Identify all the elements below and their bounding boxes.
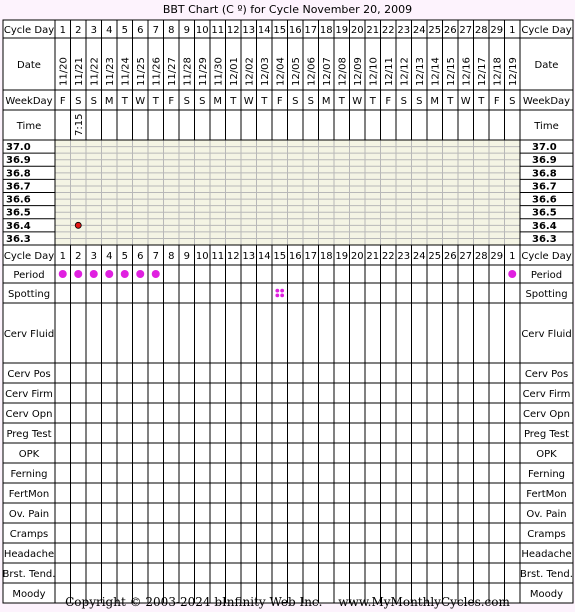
cycle-day-number: 8 bbox=[168, 251, 175, 262]
row-label-opk: OPK bbox=[18, 449, 40, 460]
cycle-day-number: 23 bbox=[397, 25, 411, 36]
cycle-day-number: 26 bbox=[443, 251, 457, 262]
cycle-day-number: 23 bbox=[397, 251, 411, 262]
weekday-letter: T bbox=[230, 96, 237, 107]
cycle-day-number: 14 bbox=[257, 25, 271, 36]
cycle-day-number: 15 bbox=[273, 25, 287, 36]
time-label: 7:15 bbox=[73, 113, 85, 136]
weekday-letter: W bbox=[135, 96, 146, 107]
date-label: 12/17 bbox=[476, 57, 488, 86]
temp-tick-label: 36.6 bbox=[532, 194, 557, 206]
row-label-spotting: Spotting bbox=[525, 289, 568, 300]
weekday-letter: T bbox=[478, 96, 485, 107]
cycle-day-number: 29 bbox=[490, 25, 504, 36]
date-label: 11/20 bbox=[58, 57, 70, 86]
row-label-time: Time bbox=[534, 121, 559, 132]
row-label-ferning: Ferning bbox=[527, 469, 566, 480]
cycle-day-number: 10 bbox=[195, 25, 209, 36]
weekday-letter: T bbox=[338, 96, 345, 107]
date-label: 12/09 bbox=[352, 57, 364, 86]
weekday-letter: T bbox=[369, 96, 376, 107]
cycle-day-number: 2 bbox=[75, 251, 82, 262]
weekday-letter: S bbox=[183, 96, 190, 107]
temp-tick-label: 36.9 bbox=[532, 155, 557, 167]
temp-tick-label: 36.7 bbox=[6, 181, 31, 193]
spotting-marker bbox=[275, 289, 279, 293]
weekday-letter: T bbox=[261, 96, 268, 107]
cycle-day-number: 24 bbox=[412, 251, 426, 262]
row-label-cerv-fluid: Cerv Fluid bbox=[521, 329, 572, 340]
row-label-preg-test: Preg Test bbox=[6, 429, 52, 440]
cycle-day-number: 5 bbox=[121, 251, 128, 262]
date-label: 12/16 bbox=[461, 57, 473, 86]
cycle-day-number: 17 bbox=[304, 25, 318, 36]
row-label-cerv-fluid: Cerv Fluid bbox=[3, 329, 55, 340]
weekday-letter: M bbox=[321, 96, 331, 107]
cycle-day-number: 12 bbox=[226, 25, 240, 36]
cycle-day-number: 19 bbox=[335, 251, 349, 262]
weekday-letter: F bbox=[385, 96, 392, 107]
temp-tick-label: 36.7 bbox=[532, 181, 557, 193]
cycle-day-number: 11 bbox=[211, 251, 225, 262]
temp-tick-label: 36.4 bbox=[532, 220, 557, 232]
row-label-opk: OPK bbox=[536, 449, 557, 460]
date-label: 12/04 bbox=[275, 57, 287, 86]
row-label-brst-tend: Brst. Tend. bbox=[520, 569, 573, 580]
period-marker bbox=[121, 270, 129, 278]
row-label-cerv-pos: Cerv Pos bbox=[7, 369, 51, 380]
row-label-cerv-opn: Cerv Opn bbox=[5, 409, 53, 420]
date-label: 11/29 bbox=[197, 57, 209, 86]
row-label-cycle-day: Cycle Day bbox=[521, 25, 572, 36]
date-label: 11/30 bbox=[213, 57, 225, 86]
cycle-day-number: 22 bbox=[381, 25, 395, 36]
date-label: 12/10 bbox=[368, 57, 380, 86]
period-marker bbox=[508, 270, 516, 278]
temp-tick-label: 36.5 bbox=[6, 207, 31, 219]
date-label: 12/05 bbox=[290, 57, 302, 86]
date-label: 11/27 bbox=[166, 57, 178, 86]
date-label: 12/19 bbox=[507, 57, 519, 86]
row-label-moody: Moody bbox=[529, 589, 564, 600]
date-label: 12/01 bbox=[228, 57, 240, 86]
weekday-letter: S bbox=[75, 96, 82, 107]
date-label: 12/15 bbox=[445, 57, 457, 86]
period-marker bbox=[90, 270, 98, 278]
weekday-letter: S bbox=[307, 96, 314, 107]
row-label-period: Period bbox=[530, 270, 563, 281]
footer bbox=[0, 595, 575, 609]
cycle-day-number: 3 bbox=[90, 251, 97, 262]
row-label-period: Period bbox=[13, 270, 45, 281]
cycle-day-number: 25 bbox=[428, 25, 442, 36]
date-label: 12/08 bbox=[337, 57, 349, 86]
weekday-letter: T bbox=[121, 96, 128, 107]
cycle-day-number: 12 bbox=[226, 251, 240, 262]
row-label-moody: Moody bbox=[12, 589, 46, 600]
cycle-day-number: 1 bbox=[59, 251, 66, 262]
spotting-marker bbox=[280, 289, 284, 293]
weekday-letter: S bbox=[416, 96, 423, 107]
cycle-day-number: 28 bbox=[474, 25, 488, 36]
row-label-preg-test: Preg Test bbox=[523, 429, 570, 440]
row-label-cerv-firm: Cerv Firm bbox=[5, 389, 53, 400]
date-label: 12/11 bbox=[383, 57, 395, 86]
cycle-day-number: 20 bbox=[350, 25, 364, 36]
cycle-day-number: 19 bbox=[335, 25, 349, 36]
temp-tick-label: 36.6 bbox=[6, 194, 31, 206]
weekday-letter: M bbox=[104, 96, 114, 107]
cycle-day-number: 25 bbox=[428, 251, 442, 262]
date-label: 12/18 bbox=[492, 57, 504, 86]
cycle-day-number: 18 bbox=[319, 251, 333, 262]
site-link[interactable]: www.MyMonthlyCycles.com bbox=[338, 595, 510, 609]
cycle-day-number: 17 bbox=[304, 251, 318, 262]
cycle-day-number: 5 bbox=[121, 25, 128, 36]
cycle-day-number: 2 bbox=[75, 25, 82, 36]
period-marker bbox=[74, 270, 82, 278]
weekday-letter: S bbox=[90, 96, 97, 107]
period-marker bbox=[152, 270, 160, 278]
cycle-day-number: 11 bbox=[211, 25, 225, 36]
weekday-letter: M bbox=[430, 96, 440, 107]
row-label-cycle-day: Cycle Day bbox=[521, 251, 572, 262]
date-label: 11/24 bbox=[120, 57, 132, 86]
row-label-cycle-day: Cycle Day bbox=[3, 25, 55, 36]
row-label-cramps: Cramps bbox=[9, 529, 49, 540]
row-label-ov-pain: Ov. Pain bbox=[526, 509, 567, 520]
cycle-day-number: 22 bbox=[381, 251, 395, 262]
cycle-day-number: 6 bbox=[137, 25, 144, 36]
row-label-weekday: WeekDay bbox=[5, 96, 53, 107]
cycle-day-number: 27 bbox=[459, 25, 473, 36]
cycle-day-number: 10 bbox=[195, 251, 209, 262]
cycle-day-number: 9 bbox=[183, 25, 190, 36]
weekday-letter: W bbox=[352, 96, 363, 107]
date-label: 12/02 bbox=[244, 57, 256, 86]
cycle-day-number: 29 bbox=[490, 251, 504, 262]
spotting-marker bbox=[280, 294, 284, 298]
weekday-letter: S bbox=[509, 96, 516, 107]
row-label-ferning: Ferning bbox=[10, 469, 48, 480]
row-label-headache: Headache bbox=[3, 549, 55, 560]
weekday-letter: F bbox=[276, 96, 283, 107]
cycle-day-number: 16 bbox=[288, 251, 302, 262]
cycle-day-number: 28 bbox=[474, 251, 488, 262]
cycle-day-number: 7 bbox=[152, 25, 159, 36]
temp-tick-label: 36.9 bbox=[6, 155, 31, 167]
copyright-text: Copyright © 2003-2024 bInfinity Web Inc. bbox=[65, 595, 323, 609]
weekday-letter: S bbox=[292, 96, 299, 107]
weekday-letter: F bbox=[493, 96, 500, 107]
cycle-day-number: 14 bbox=[257, 251, 271, 262]
row-label-ov-pain: Ov. Pain bbox=[8, 509, 50, 520]
weekday-letter: T bbox=[152, 96, 159, 107]
row-label-fertmon: FertMon bbox=[8, 489, 50, 500]
date-label: 12/13 bbox=[414, 57, 426, 86]
cycle-day-number: 20 bbox=[350, 251, 364, 262]
row-label-headache: Headache bbox=[521, 549, 572, 560]
cycle-day-number: 8 bbox=[168, 25, 175, 36]
cycle-day-number: 1 bbox=[509, 25, 516, 36]
row-label-cerv-firm: Cerv Firm bbox=[522, 389, 571, 400]
date-label: 12/06 bbox=[306, 57, 318, 86]
weekday-letter: F bbox=[168, 96, 175, 107]
date-label: 11/23 bbox=[104, 57, 116, 86]
cycle-day-number: 4 bbox=[106, 25, 113, 36]
temp-tick-label: 37.0 bbox=[6, 142, 31, 154]
row-label-weekday: WeekDay bbox=[522, 96, 571, 107]
temp-tick-label: 36.4 bbox=[6, 220, 31, 232]
period-marker bbox=[59, 270, 67, 278]
temp-tick-label: 36.8 bbox=[532, 168, 557, 180]
weekday-letter: W bbox=[243, 96, 254, 107]
weekday-letter: W bbox=[460, 96, 471, 107]
weekday-letter: T bbox=[447, 96, 454, 107]
period-marker bbox=[105, 270, 113, 278]
date-label: 11/28 bbox=[182, 57, 194, 86]
row-label-cycle-day: Cycle Day bbox=[3, 251, 55, 262]
cycle-day-number: 13 bbox=[242, 25, 256, 36]
date-label: 12/03 bbox=[259, 57, 271, 86]
weekday-letter: S bbox=[400, 96, 407, 107]
cycle-day-number: 27 bbox=[459, 251, 473, 262]
temperature-point bbox=[75, 222, 81, 228]
cycle-day-number: 7 bbox=[152, 251, 159, 262]
cycle-day-number: 21 bbox=[366, 25, 380, 36]
temp-tick-label: 36.3 bbox=[532, 233, 557, 245]
date-label: 12/07 bbox=[321, 57, 333, 86]
row-label-time: Time bbox=[16, 121, 42, 132]
date-label: 11/26 bbox=[151, 57, 163, 86]
weekday-letter: S bbox=[199, 96, 206, 107]
cycle-day-number: 1 bbox=[509, 251, 516, 262]
row-label-date: Date bbox=[17, 60, 41, 71]
date-label: 12/12 bbox=[399, 57, 411, 86]
temp-tick-label: 36.8 bbox=[6, 168, 31, 180]
cycle-day-number: 6 bbox=[137, 251, 144, 262]
row-label-cramps: Cramps bbox=[527, 529, 566, 540]
cycle-day-number: 24 bbox=[412, 25, 426, 36]
temp-tick-label: 36.3 bbox=[6, 233, 31, 245]
cycle-day-number: 13 bbox=[242, 251, 256, 262]
cycle-day-number: 21 bbox=[366, 251, 380, 262]
period-marker bbox=[136, 270, 144, 278]
chart-title: BBT Chart (C º) for Cycle November 20, 2009 bbox=[162, 3, 413, 16]
cycle-day-number: 18 bbox=[319, 25, 333, 36]
date-label: 12/14 bbox=[430, 57, 442, 86]
temp-tick-label: 36.5 bbox=[532, 207, 557, 219]
date-label: 11/21 bbox=[73, 57, 85, 86]
cycle-day-number: 3 bbox=[90, 25, 97, 36]
date-label: 11/25 bbox=[135, 57, 147, 86]
cycle-day-number: 26 bbox=[443, 25, 457, 36]
cycle-day-number: 15 bbox=[273, 251, 287, 262]
cycle-day-number: 9 bbox=[183, 251, 190, 262]
row-label-cerv-pos: Cerv Pos bbox=[524, 369, 569, 380]
temp-tick-label: 37.0 bbox=[532, 142, 557, 154]
row-label-date: Date bbox=[534, 60, 559, 71]
row-label-fertmon: FertMon bbox=[526, 489, 567, 500]
weekday-letter: F bbox=[59, 96, 66, 107]
cycle-day-number: 4 bbox=[106, 251, 113, 262]
date-label: 11/22 bbox=[89, 57, 101, 86]
row-label-brst-tend: Brst. Tend. bbox=[2, 569, 56, 580]
spotting-marker bbox=[275, 294, 279, 298]
cycle-day-number: 1 bbox=[59, 25, 66, 36]
weekday-letter: M bbox=[213, 96, 223, 107]
row-label-cerv-opn: Cerv Opn bbox=[523, 409, 570, 420]
cycle-day-number: 16 bbox=[288, 25, 302, 36]
row-label-spotting: Spotting bbox=[7, 289, 51, 300]
